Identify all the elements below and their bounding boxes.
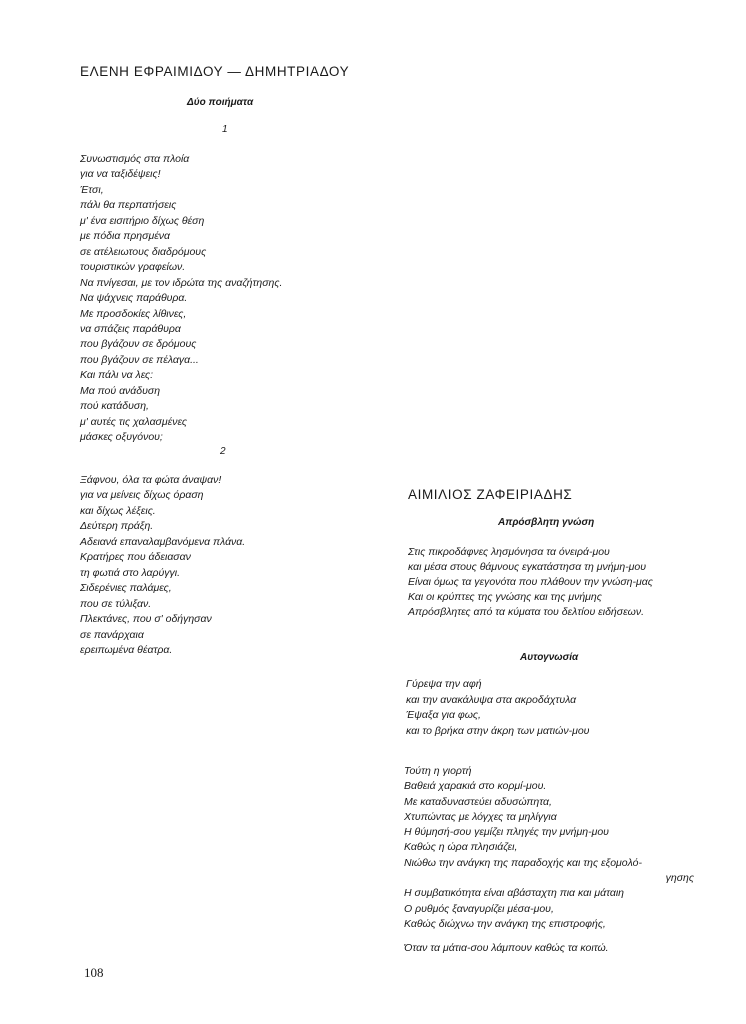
poem-line: Γύρεψα την αφή xyxy=(406,678,482,690)
poem-number-2: 2 xyxy=(220,446,226,457)
poem-line: Μα πού ανάδυση xyxy=(80,384,161,397)
poem-line: Τούτη η γιορτή xyxy=(404,765,472,777)
poem-line: πού κατάδυση, xyxy=(80,400,149,413)
poem-line: και μέσα στους θάμνους εγκατάστησα τη μνήμη-μου xyxy=(408,561,647,573)
poem-line: και δίχως λέξεις. xyxy=(80,504,156,517)
poem-line: Απρόσβλητες από τα κύματα του δελτίου ειδήσεων. xyxy=(408,606,645,618)
poem-line: Η θύμησή-σου γεμίζει πληγές την μνήμη-μου xyxy=(404,826,609,839)
poem-line: Καθώς διώχνω την ανάγκη της επιστροφής, xyxy=(404,917,606,930)
poem-line: τη φωτιά στο λαρύγγι. xyxy=(80,566,181,579)
poem-line: τουριστικών γραφείων. xyxy=(80,261,186,274)
poem-aftognosia-last-line: Όταν τα μάτια-σου λάμπουν καθώς τα κοιτώ. xyxy=(404,942,609,954)
page-number: 108 xyxy=(84,965,104,980)
poem-line: Χτυπώντας με λόγχες τα μηλίγγια xyxy=(404,810,557,823)
poem-line: Σιδερένιες παλάμες, xyxy=(80,582,172,595)
poem-line: Και οι κρύπτες της γνώσης και της μνήμης xyxy=(408,591,602,603)
poem-line: που βγάζουν σε δρόμους xyxy=(80,338,197,351)
poem-line: Έτσι, xyxy=(80,183,104,196)
poem-line: Κρατήρες που άδειασαν xyxy=(80,551,191,564)
poem-line: Δεύτερη πράξη. xyxy=(80,520,154,533)
poem-line: και την ανακάλυψα στα ακροδάχτυλα xyxy=(406,693,577,706)
poem-line: Με προσδοκίες λίθινες, xyxy=(80,307,187,320)
poem-line: Ο ρυθμός ξαναγυρίζει μέσα-μου, xyxy=(404,902,554,915)
poem-line: μάσκες οξυγόνου; xyxy=(80,431,163,444)
poem-aftognosia-stanza2 xyxy=(404,764,694,932)
poem-line: Βαθειά χαρακιά στο κορμί-μου. xyxy=(404,780,547,793)
poem-line-wrap: γησης xyxy=(665,872,694,885)
poem-line: Στις πικροδάφνες λησμόνησα τα όνειρά-μου xyxy=(408,546,610,558)
poem-aprosvliti-text xyxy=(408,545,653,620)
poem-line: που σε τύλιξαν. xyxy=(80,597,152,610)
poem-line: Και πάλι να λες: xyxy=(80,369,154,382)
poem-line: Πλεκτάνες, που σ' οδήγησαν xyxy=(80,613,212,626)
poem-title-aprosvliti: Απρόσβλητη γνώση xyxy=(498,517,595,528)
poem-line: για να μείνεις δίχως όραση xyxy=(80,489,204,502)
poem-line: σε πανάρχαια xyxy=(80,628,144,641)
poem-line: Με καταδυναστεύει αδυσώπητα, xyxy=(404,795,552,808)
poem-line: Ξάφνου, όλα τα φώτα άναψαν! xyxy=(80,474,222,486)
left-collection-title: Δύο ποιήματα xyxy=(187,97,254,108)
poem-line: Νιώθω την ανάγκη της παραδοχής και της εξομολό- xyxy=(404,856,642,869)
poem-line: Είναι όμως τα γεγονότα που πλάθουν την γνώση-μας xyxy=(408,576,653,588)
poem-line: Να ψάχνεις παράθυρα. xyxy=(80,292,188,305)
poem-line: Συνωστισμός στα πλοία xyxy=(80,153,190,165)
poem-line: Αδειανά επαναλαμβανόμενα πλάνα. xyxy=(80,535,246,548)
poem-line: και το βρήκα στην άκρη των ματιών-μου xyxy=(406,724,590,737)
poem-line: Η συμβατικότητα είναι αβάσταχτη πια και μάταιη xyxy=(404,887,624,900)
poem-line: για να ταξιδέψεις! xyxy=(80,168,161,181)
poem-aftognosia-stanza1 xyxy=(406,677,589,739)
poem-line: να σπάζεις παράθυρα xyxy=(80,322,181,335)
poem-number-1: 1 xyxy=(222,124,228,135)
poem-line: Έψαξα για φως, xyxy=(406,709,481,721)
right-author-heading: ΑΙΜΙΛΙΟΣ ΖΑΦΕΙΡΙΑΔΗΣ xyxy=(408,487,573,502)
poem-line: πάλι θα περπατήσεις xyxy=(80,199,177,212)
poem-line: Καθώς η ώρα πλησιάζει, xyxy=(404,841,518,854)
poem-line: με πόδια πρησμένα xyxy=(80,230,171,243)
poem-line: ερειπωμένα θέατρα. xyxy=(80,643,173,656)
poem-title-aftognosia: Αυτογνωσία xyxy=(520,652,579,663)
left-author-heading: ΕΛΕΝΗ ΕΦΡΑΙΜΙΔΟΥ — ΔΗΜΗΤΡΙΑΔΟΥ xyxy=(80,64,350,79)
poem-line: μ' αυτές τις χαλασμένες xyxy=(80,415,187,428)
poem-line: Να πνίγεσαι, με τον ιδρώτα της αναζήτησης. xyxy=(80,276,283,289)
poem-line: μ' ένα εισιτήριο δίχως θέση xyxy=(80,214,205,227)
poem-line: που βγάζουν σε πέλαγα... xyxy=(80,353,199,366)
poem-2-text xyxy=(80,473,245,658)
poem-line: σε ατέλειωτους διαδρόμους xyxy=(80,245,207,258)
poem-1-text xyxy=(80,152,282,446)
